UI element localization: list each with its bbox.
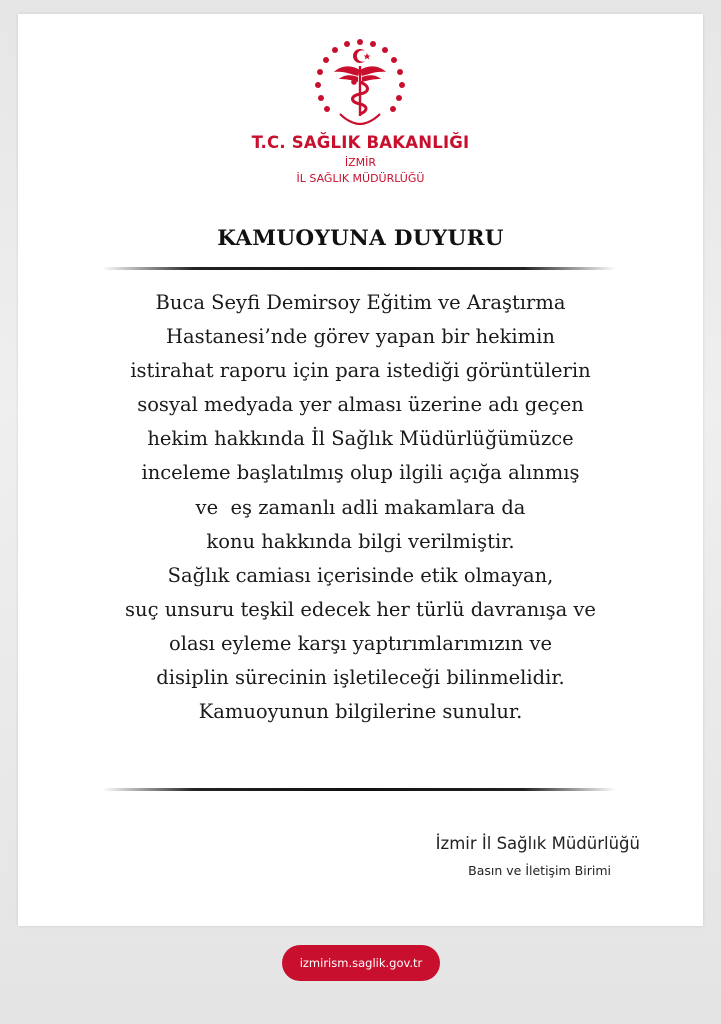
- signature-unit: Basın ve İletişim Birimi: [468, 863, 611, 878]
- notice-line: ve eş zamanlı adli makamlara da: [195, 495, 526, 519]
- city-name: İZMİR: [344, 156, 377, 169]
- notice-line: sosyal medyada yer alması üzerine adı geçen: [137, 393, 584, 417]
- notice-line: istirahat raporu için para istediği görüntülerin: [130, 359, 591, 383]
- notice-line: disiplin sürecinin işletileceği bilinmelidir.: [156, 666, 565, 690]
- signature-name: İzmir İl Sağlık Müdürlüğü: [435, 834, 640, 853]
- notice-line: olası eyleme karşı yaptırımlarımızın ve: [168, 631, 553, 655]
- bottom-divider: [102, 788, 616, 791]
- ministry-name: T.C. SAĞLIK BAKANLIĞI: [251, 133, 470, 152]
- notice-line: suç unsuru teşkil edecek her türlü davranışa ve: [125, 597, 596, 621]
- notice-line: Kamuoyunun bilgilerine sunulur.: [198, 700, 523, 724]
- notice-body: [58, 286, 663, 729]
- directorate-name: İL SAĞLIK MÜDÜRLÜĞÜ: [296, 172, 425, 185]
- ministry-emblem-icon: [310, 34, 410, 134]
- notice-title: KAMUOYUNA DUYURU: [217, 226, 504, 251]
- notice-line: Buca Seyfi Demirsoy Eğitim ve Araştırma: [155, 291, 566, 314]
- notice-sheet: [18, 14, 703, 926]
- website-link[interactable]: izmirism.saglik.gov.tr: [282, 945, 440, 981]
- notice-line: Hastanesi’nde görev yapan bir hekimin: [166, 325, 555, 349]
- notice-line: inceleme başlatılmış olup ilgili açığa alınmış: [141, 461, 580, 485]
- notice-line: Sağlık camiası içerisinde etik olmayan,: [167, 563, 554, 587]
- top-divider: [102, 267, 616, 270]
- notice-line: konu hakkında bilgi verilmiştir.: [206, 529, 515, 553]
- notice-line: hekim hakkında İl Sağlık Müdürlüğümüzce: [147, 427, 574, 451]
- header-logo-block: [18, 34, 703, 214]
